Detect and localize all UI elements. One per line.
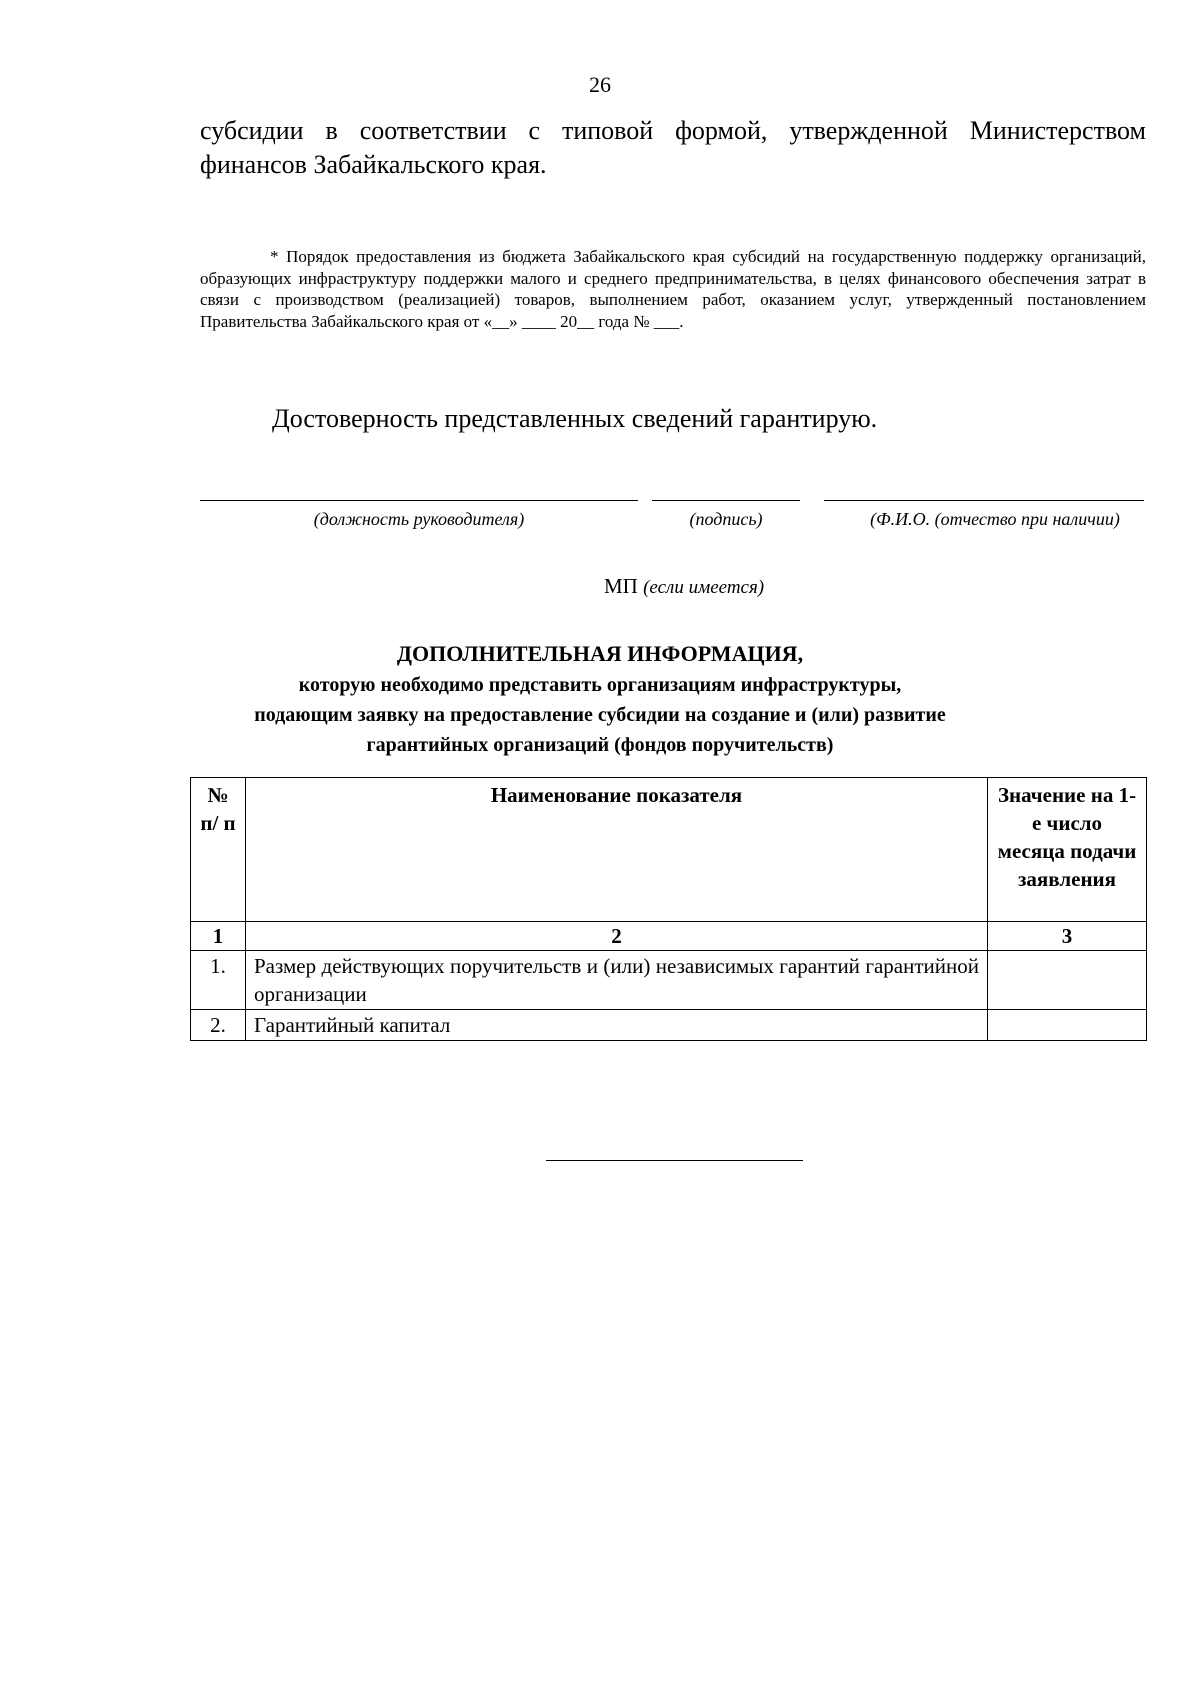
row-value[interactable]	[988, 951, 1147, 1010]
page-number: 26	[589, 72, 611, 97]
table-index-row	[191, 922, 1147, 951]
section-heading	[0, 638, 1200, 760]
position-signature-line	[200, 500, 638, 501]
signature-caption: (подпись)	[689, 509, 763, 529]
footnote-paragraph: * Порядок предоставления из бюджета Забайкальского края субсидий на государственную поддержку организаций, образующих инфраструктуру поддержки малого и среднего предпринимательства, в целях финансового обеспечения затрат в связи с производством (реализацией) товаров, выполнением работ, оказанием услуг, утвержденный постановлением Правительства Забайкальского края от «__» ____ 20__ года № ___.	[200, 247, 1146, 331]
stamp-note: (если имеется)	[643, 577, 765, 598]
row-num: 1.	[191, 951, 246, 1010]
intro-paragraph: субсидии в соответствии с типовой формой, утвержденной Министерством финансов Забайкальского края.	[200, 116, 1146, 179]
table-header-row	[191, 778, 1147, 922]
guarantee-statement: Достоверность представленных сведений гарантирую.	[272, 404, 878, 433]
stamp-place	[604, 574, 764, 599]
header-num: № п/ п	[191, 778, 246, 922]
end-divider	[546, 1160, 803, 1161]
index-cell-2: 2	[246, 922, 988, 951]
index-cell-1: 1	[191, 922, 246, 951]
index-cell-3: 3	[988, 922, 1147, 951]
name-signature-line	[824, 500, 1144, 501]
header-name: Наименование показателя	[246, 778, 988, 922]
signature-line	[652, 500, 800, 501]
heading-line-1: которую необходимо представить организациям инфраструктуры,	[298, 674, 902, 696]
table-row	[191, 951, 1147, 1010]
heading-title: ДОПОЛНИТЕЛЬНАЯ ИНФОРМАЦИЯ,	[396, 641, 804, 666]
heading-line-2: подающим заявку на предоставление субсидии на создание и (или) развитие	[254, 704, 946, 726]
row-num: 2.	[191, 1010, 246, 1041]
stamp-label: МП	[604, 574, 638, 598]
row-name: Гарантийный капитал	[246, 1010, 988, 1041]
additional-info-table	[190, 777, 1147, 1041]
row-value[interactable]	[988, 1010, 1147, 1041]
position-caption: (должность руководителя)	[313, 509, 525, 529]
row-name: Размер действующих поручительств и (или) независимых гарантий гарантийной организации	[246, 951, 988, 1010]
heading-line-3: гарантийных организаций (фондов поручительств)	[366, 734, 834, 756]
table-row	[191, 1010, 1147, 1041]
header-value: Значение на 1-е число месяца подачи заявления	[988, 778, 1147, 922]
name-caption: (Ф.И.О. (отчество при наличии)	[870, 509, 1120, 529]
